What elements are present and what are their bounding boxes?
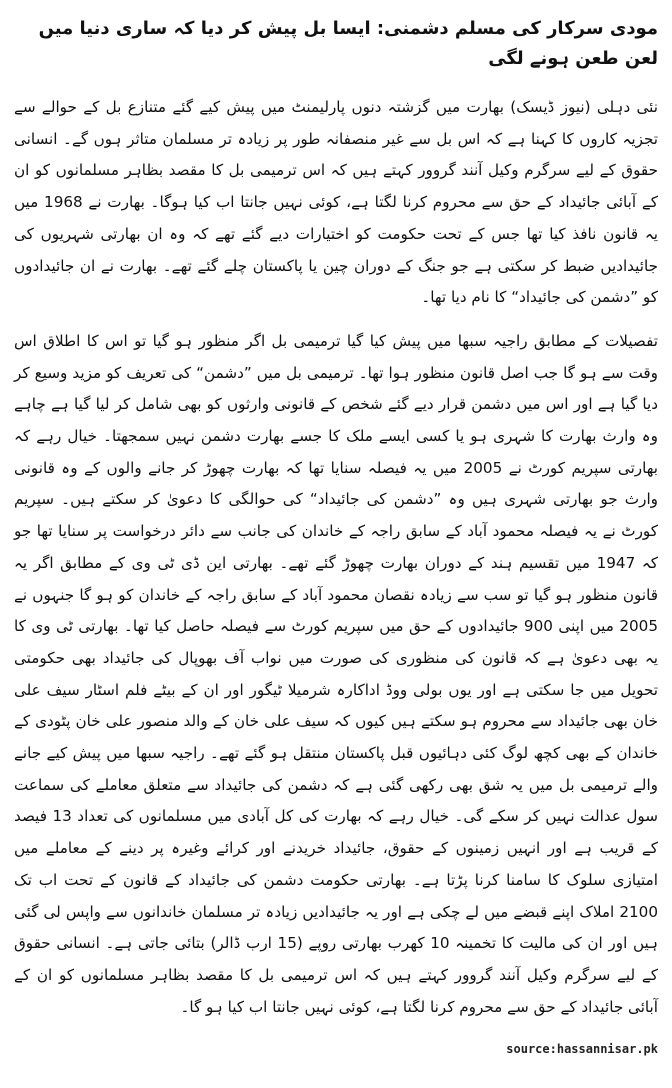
article-headline: مودی سرکار کی مسلم دشمنی: ایسا بل پیش کر دیا کہ ساری دنیا میں لعن طعن ہونے لگی bbox=[38, 18, 658, 69]
article-paragraph-2: تفصیلات کے مطابق راجیہ سبھا میں پیش کیا گیا ترمیمی بل اگر منظور ہو گیا تو اس کا اطلاق اس وقت سے ہو گا جب اصل قانون منظور ہوا تھا۔ ترمیمی بل میں ”دشمن“ کی تعریف کو مزید وسیع کر دیا گیا ہے اور اس میں دشمن قرار دیے گئے شخص کے قانونی وارثوں کو بھی شامل کر لیا گیا ہے چاہے وہ وارث بھارت کا شہری ہو یا کسی ایسے ملک کا جسے بھارت دشمن نہیں سمجھتا۔ خیال رہے کہ بھارتی سپریم کورٹ نے 2005 میں یہ فیصلہ سنایا تھا کہ بھارت چھوڑ کر جانے والوں کے وہ قانونی وارث جو بھارتی شہری ہیں وہ ”دشمن کی جائیداد“ کی حوالگی کا دعویٰ کر سکتے ہیں۔ سپریم کورٹ نے یہ فیصلہ محمود آباد کے سابق راجہ کے خاندان کی جانب سے دائر درخواست پر سنایا تھا جو کہ 1947 میں تقسیم ہند کے دوران بھارت چھوڑ گئے تھے۔ بھارتی این ڈی ٹی وی کے مطابق اگر یہ قانون منظور ہو گیا تو سب سے زیادہ نقصان محمود آباد کے سابق راجہ کے خاندان کو ہو گا جنہوں نے 2005 میں اپنی 900 جائیدادوں کے حق میں سپریم کورٹ سے فیصلہ حاصل کیا تھا۔ بھارتی ٹی وی کا یہ بھی دعویٰ ہے کہ قانون کی منظوری کی صورت میں نواب آف بھوپال کی جائیداد بھی حکومتی تحویل میں جا سکتی ہے اور یوں بولی ووڈ اداکارہ شرمیلا ٹیگور اور ان کے بیٹے فلم اسٹار سیف علی خان بھی جائیداد سے محروم ہو سکتے ہیں کیوں کہ سیف علی خان کے والد منصور علی خان پٹودی کے خاندان کے بھی کچھ لوگ کئی دہائیوں قبل پاکستان منتقل ہو گئے تھے۔ راجیہ سبھا میں پیش کیے جانے والے ترمیمی بل میں یہ شق بھی رکھی گئی ہے کہ دشمن کی جائیداد سے متعلق معاملے کی سماعت سول عدالت نہیں کر سکے گی۔ خیال رہے کہ بھارت کی کل آبادی میں مسلمانوں کی تعداد 13 فیصد کے قریب ہے اور انہیں زمینوں کے حقوق، جائیداد خریدنے اور کرائے وغیرہ پر دینے کے معاملے میں امتیازی سلوک کا سامنا کرنا پڑتا ہے۔ بھارتی حکومت دشمن کی جائیداد کے قانون کے تحت اب تک 2100 املاک اپنے قبضے میں لے چکی ہے اور یہ جائیدادیں زیادہ تر مسلمان خاندانوں سے واپس لی گئی ہیں اور ان کی مالیت کا تخمینہ 10 کھرب بھارتی روپے (15 ارب ڈالر) بتائی جاتی ہے۔ انسانی حقوق کے لیے سرگرم وکیل آنند گروور کہتے ہیں کہ اس ترمیمی بل کا مقصد بظاہر مسلمانوں کو ان کے آبائی جائیداد کے حق سے محروم کرنا لگتا ہے، کوئی نہیں جانتا اب کیا ہو گا۔ bbox=[14, 331, 659, 1016]
source-credit: source:hassannisar.pk bbox=[506, 1042, 658, 1056]
article-paragraph-1: نئی دہلی (نیوز ڈیسک) بھارت میں گزشتہ دنوں پارلیمنٹ میں پیش کیے گئے متنازع بل کے حوالے سے تجزیہ کاروں کا کہنا ہے کہ اس بل سے غیر منصفانہ طور پر زیادہ تر مسلمان متاثر ہوں گے۔ انسانی حقوق کے لیے سرگرم وکیل آنند گروور کہتے ہیں کہ اس ترمیمی بل کا مقصد بظاہر مسلمانوں کو ان کے آبائی جائیداد کے حق سے محروم کرنا لگتا ہے، کوئی نہیں جانتا اب کیا ہوگا۔ بھارت نے 1968 میں یہ قانون نافذ کیا تھا جس کے تحت حکومت کو اختیارات دیے گئے تھے کہ وہ ان بھارتی شہریوں کی جائیدادیں ضبط کر سکتی ہے جو جنگ کے دوران چین یا پاکستان چلے گئے تھے۔ بھارت نے ان جائیدادوں کو ”دشمن کی جائیداد“ کا نام دیا تھا۔ bbox=[14, 98, 659, 307]
